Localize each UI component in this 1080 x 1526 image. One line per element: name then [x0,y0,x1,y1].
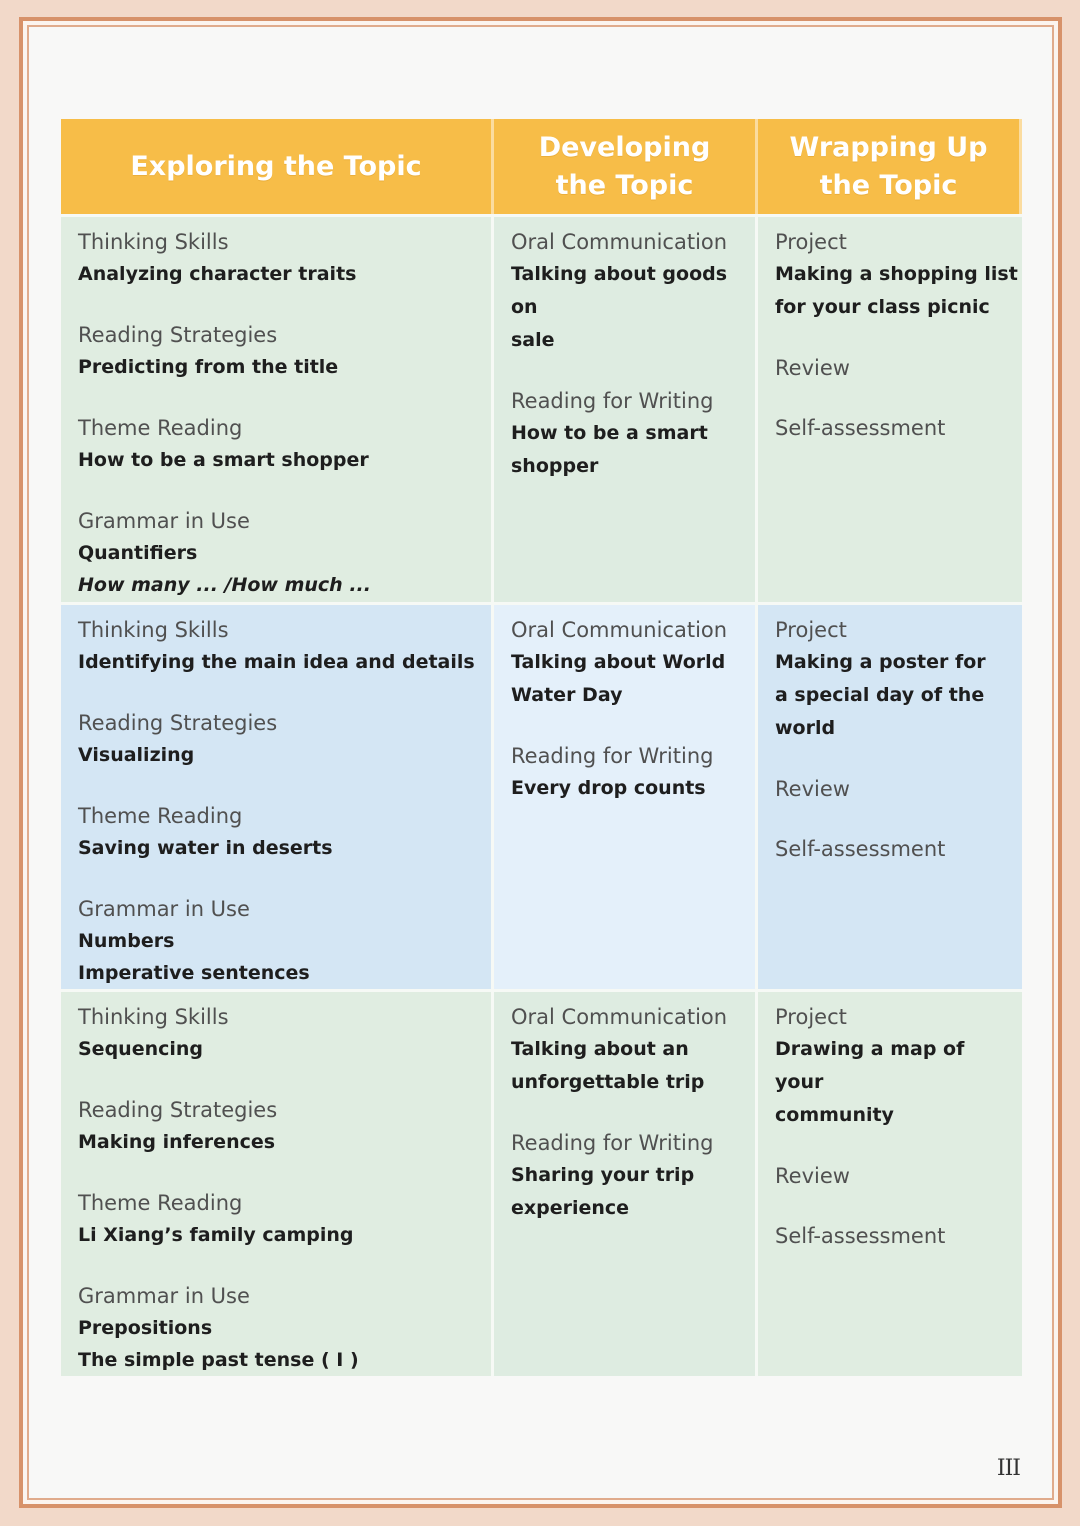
project-label: Project [775,1005,847,1029]
oral-communication-label: Oral Communication [511,230,728,254]
theme-reading-value: Saving water in deserts [78,837,333,859]
theme-reading-value: How to be a smart shopper [78,449,369,471]
oral-communication-label: Oral Communication [511,1005,728,1029]
self-assessment-label: Self-assessment [775,416,946,440]
grammar-in-use-value: Numbers [78,930,175,952]
grammar-in-use-value-2: The simple past tense ( Ⅰ ) [78,1349,359,1371]
thinking-skills-value: Sequencing [78,1038,204,1060]
theme-reading-label: Theme Reading [78,416,243,440]
page-number: III [996,1456,1020,1481]
reading-strategies-value: Making inferences [78,1131,276,1153]
self-assessment-label: Self-assessment [775,837,946,861]
grammar-in-use-value-2: How many ... /How much ... [78,574,371,596]
thinking-skills-label: Thinking Skills [78,618,229,642]
review-label: Review [775,777,850,801]
reading-for-writing-label: Reading for Writing [511,1131,714,1155]
thinking-skills-label: Thinking Skills [78,230,229,254]
grammar-in-use-label: Grammar in Use [78,509,250,533]
reading-strategies-value: Predicting from the title [78,356,339,378]
project-value-line1: Making a shopping list [775,263,1018,285]
theme-reading-label: Theme Reading [78,1191,243,1215]
row3-exploring-cell [61,989,494,1376]
thinking-skills-label: Thinking Skills [78,1005,229,1029]
project-value-line2: a special day of the [775,684,985,706]
reading-strategies-label: Reading Strategies [78,323,278,347]
reading-for-writing-value-line1: Sharing your trip [511,1164,695,1186]
oral-communication-value-line1: Talking about goods on [511,263,728,318]
project-label: Project [775,230,847,254]
row2-exploring-cell [61,602,494,989]
project-value-line3: world [775,717,836,739]
reading-for-writing-label: Reading for Writing [511,389,714,413]
oral-communication-label: Oral Communication [511,618,728,642]
grammar-in-use-label: Grammar in Use [78,1284,250,1308]
reading-for-writing-label: Reading for Writing [511,744,714,768]
header-wrapping-up-the-topic: Wrapping Up the Topic [758,119,1022,214]
oral-communication-value-line2: sale [511,329,555,351]
grammar-in-use-label: Grammar in Use [78,897,250,921]
contents-table [61,119,1022,1376]
thinking-skills-value: Analyzing character traits [78,263,357,285]
header-exploring-the-topic: Exploring the Topic [61,119,494,214]
reading-strategies-label: Reading Strategies [78,1098,278,1122]
review-label: Review [775,356,850,380]
project-label: Project [775,618,847,642]
oral-communication-value-line2: unforgettable trip [511,1071,705,1093]
row1-wrapping-cell [758,214,1022,602]
reading-for-writing-value-line2: experience [511,1197,630,1219]
grammar-in-use-value: Quantifiers [78,542,198,564]
reading-strategies-label: Reading Strategies [78,711,278,735]
project-value-line1: Making a poster for [775,651,986,673]
reading-for-writing-value-line1: How to be a smart [511,422,708,444]
oral-communication-value-line2: Water Day [511,684,623,706]
row1-exploring-cell [61,214,494,602]
project-value-line2: for your class picnic [775,296,990,318]
reading-for-writing-value-line2: shopper [511,455,599,477]
header-developing-the-topic: Developing the Topic [494,119,758,214]
row3-developing-cell [494,989,758,1376]
oral-communication-value-line1: Talking about an [511,1038,689,1060]
row1-developing-cell [494,214,758,602]
review-label: Review [775,1164,850,1188]
grammar-in-use-value: Prepositions [78,1317,213,1339]
theme-reading-value: Li Xiang’s family camping [78,1224,354,1246]
reading-strategies-value: Visualizing [78,744,195,766]
theme-reading-label: Theme Reading [78,804,243,828]
grammar-in-use-value-2: Imperative sentences [78,962,310,984]
row2-developing-cell [494,602,758,989]
self-assessment-label: Self-assessment [775,1224,946,1248]
project-value-line2: community [775,1104,894,1126]
oral-communication-value-line1: Talking about World [511,651,726,673]
project-value-line1: Drawing a map of your [775,1038,965,1093]
thinking-skills-value: Identifying the main idea and details [78,651,475,673]
row2-wrapping-cell [758,602,1022,989]
reading-for-writing-value-line1: Every drop counts [511,777,706,799]
row3-wrapping-cell [758,989,1022,1376]
